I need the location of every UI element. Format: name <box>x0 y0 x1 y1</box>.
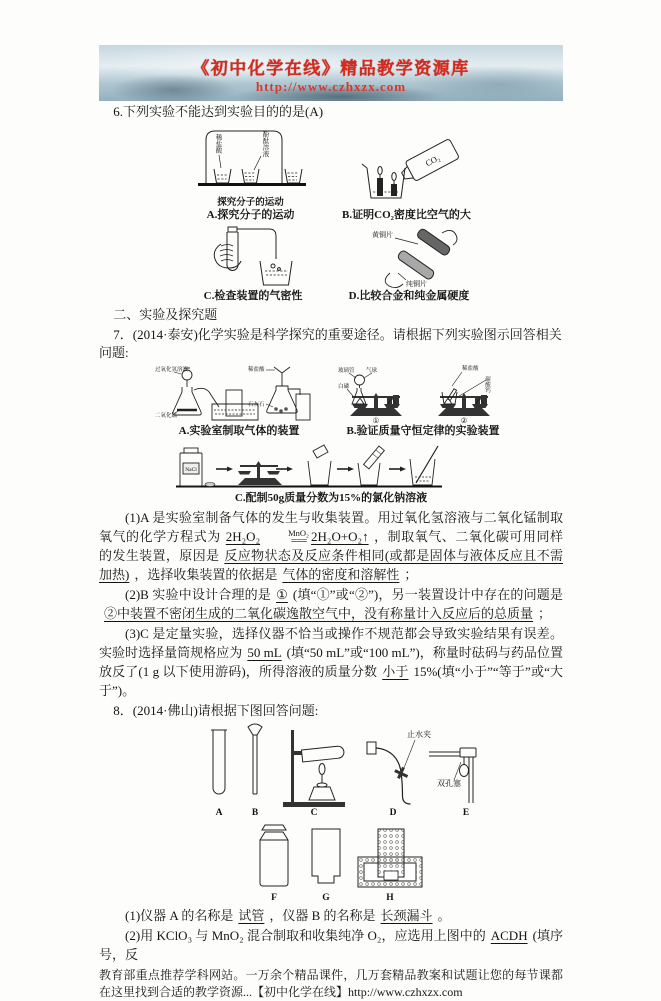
answer-blank-problem: ②中装置不密闭生成的二氧化碳逸散空气中，没有称量计入反应后的总质量 <box>104 606 534 621</box>
section-title: 二、实验及探究题 <box>113 307 218 322</box>
q7-part1-text <box>99 508 563 584</box>
q6-option-d-caption: D.比较合金和纯金属硬度 <box>348 290 470 302</box>
answer-blank-selection: ACDH <box>490 928 528 943</box>
q7-p2-t3: ； <box>538 606 552 621</box>
mno2-label: 二氧化锰 <box>155 413 178 419</box>
letter-e: E <box>462 808 470 818</box>
answer-blank-instrument-b: 长颈漏斗 <box>380 908 433 923</box>
q7-p1-t4: ； <box>404 567 418 582</box>
q7-figures-row1 <box>99 364 563 438</box>
q7-p3-t2: (填“50 mL”或“100 mL”)，称量时砝码与药品位置放反了(1 g 以下使用游码)，所得溶液的质量分数 <box>99 645 563 679</box>
q8-part1-text <box>99 906 563 925</box>
q7-figure-a-caption: A.实验室制取气体的装置 <box>178 425 300 437</box>
collection-vessels-diagram <box>226 821 436 903</box>
airtightness-check-diagram <box>188 225 318 289</box>
white-phosphorus-label: 白磷 <box>338 384 350 390</box>
q7-p2-t2: (填“①”或“②”)，另一装置设计中存在的问题是 <box>292 587 563 602</box>
q7-figure-b-caption: B.验证质量守恒定律的实验装置 <box>346 425 500 437</box>
q7-p1-t1: (1)A 是实验室制备气体的发生与收集装置。用过氧化氢溶液与二氧化锰制取氧气的化学方程式为 <box>99 510 563 544</box>
solution-preparation-diagram <box>172 441 490 491</box>
mass-conservation-diagram <box>338 364 508 424</box>
q6-figures-row2 <box>99 225 563 303</box>
limestone-label: 石灰石 <box>248 402 265 408</box>
equals-sign: === <box>290 535 307 547</box>
h2o2-label: 过氧化氢溶液 <box>155 367 189 373</box>
brass-strip-label: 黄铜片 <box>372 231 393 239</box>
q6-option-a-figure <box>188 123 313 222</box>
q8-stem: 8．(2014·佛山)请根据下图回答问题: <box>113 703 319 718</box>
q7-part2-text <box>99 585 563 623</box>
footer-url: http://www.czhxzx.com <box>348 985 463 999</box>
molecule-motion-diagram <box>188 123 313 199</box>
q7-p1-t2: ，制取氧气、二氧化碳可用同样的发生装置，原因是 <box>99 529 563 563</box>
hardness-compare-diagram <box>344 225 474 289</box>
answer-blank-cylinder: 50 mL <box>247 645 282 660</box>
q8-p1-t2: ，仪器 B 的名称是 <box>269 908 376 923</box>
footer-text <box>99 967 563 1001</box>
answer-blank-basis: 气体的密度和溶解性 <box>282 567 400 582</box>
page <box>99 45 563 1001</box>
chem-equation <box>221 528 374 547</box>
balloon-label: 气球 <box>366 368 378 374</box>
two-hole-stopper-label: 双孔塞 <box>437 779 461 788</box>
gas-generation-apparatus-diagram <box>154 364 324 424</box>
letter-g: G <box>322 893 330 903</box>
q6-option-a-subcaption: 探究分子的运动 <box>217 198 284 208</box>
phenolphthalein-label: 酚酞溶液 <box>261 131 269 157</box>
caco3-label: 碳酸钙 <box>484 376 490 393</box>
letter-d: D <box>389 808 397 818</box>
equation-condition <box>262 529 309 546</box>
site-banner-url: http://www.czhxzx.com <box>255 79 407 94</box>
q7-figure-c <box>172 441 490 505</box>
answer-blank-choice: ① <box>276 587 288 602</box>
letter-a: A <box>215 808 223 818</box>
glass-tube-label: 玻璃管 <box>338 368 355 374</box>
q7-p3-t3: 15%(填“小于”“等于”或“大于”)。 <box>99 664 563 698</box>
answer-blank-compare: 小于 <box>382 664 409 679</box>
q7-p2-t1: (2)B 实验中设计合理的是 <box>125 587 272 602</box>
q6-option-b-figure <box>339 132 474 222</box>
q7-part3-text <box>99 624 563 700</box>
copper-strip-label: 纯铜片 <box>406 280 427 288</box>
co2-pour-diagram <box>339 132 474 208</box>
q7-figure-a <box>154 364 324 438</box>
q6-option-b-caption: B.证明CO₂密度比空气的大 <box>342 209 471 221</box>
q6-stem: 6.下列实验不能达到实验目的的是(A) <box>113 104 324 119</box>
q8-p2-t1: (2)用 KClO₃ 与 MnO₂ 混合制取和收集纯净 O₂，应选用上图中的 <box>125 928 486 943</box>
footer-site-name: 【初中化学在线】 <box>252 985 349 999</box>
site-banner <box>99 45 563 101</box>
apparatus-set-diagram <box>161 722 501 818</box>
q6-option-c-figure <box>188 225 318 303</box>
equation-lhs: 2H₂O₂ <box>225 529 261 544</box>
q7-stem: 7．(2014·泰安)化学实验是科学探究的重要途径。请根据下列实验图示回答相关问题: <box>99 327 562 360</box>
q7-p1-t3: ，选择收集装置的依据是 <box>134 567 278 582</box>
pinch-clamp-label: 止水夹 <box>407 730 431 739</box>
equation-rhs: 2H₂O+O₂↑ <box>311 529 369 544</box>
hcl-label: 稀盐酸 <box>248 367 265 373</box>
co2-bottle-label: CO₂ <box>423 152 442 169</box>
letter-f: F <box>271 893 277 903</box>
letter-h: H <box>386 893 394 903</box>
q6-option-a-caption: A.探究分子的运动 <box>206 209 295 221</box>
q8-p1-t3: 。 <box>437 908 451 923</box>
q7-figures-row2 <box>99 441 563 505</box>
q8-figures-row2 <box>99 821 563 903</box>
q8-p1-t1: (1)仪器 A 的名称是 <box>125 908 234 923</box>
setup-1-number: ① <box>372 416 380 424</box>
q6-option-d-figure <box>344 225 474 303</box>
letter-c: C <box>310 808 318 818</box>
q7-figure-c-caption: C.配制50g质量分数为15%的氯化钠溶液 <box>234 492 428 504</box>
dilute-hcl-label: 稀盐酸 <box>214 134 222 154</box>
q6-figures-row1 <box>99 123 563 222</box>
q6-option-c-caption: C.检查装置的气密性 <box>203 290 303 302</box>
site-banner-title: 《初中化学在线》精品教学资源库 <box>192 59 470 78</box>
q8-part2-text <box>99 926 563 964</box>
footer-promo: 教育部重点推荐学科网站。一万余个精品课件，几万套精品教案和试题让您的每节课都在这里找到合适的教学资源... <box>99 968 563 999</box>
q7-p3-t1: (3)C 是定量实验，选择仪器不恰当或操作不规范都会导致实验结果有误差。实验时选择量筒规格应为 <box>99 626 563 660</box>
answer-blank-instrument-a: 试管 <box>238 908 265 923</box>
q8-figures-row1 <box>99 722 563 818</box>
hcl-label-2: 稀盐酸 <box>462 366 479 372</box>
nacl-bottle-label: NaCl <box>185 467 197 473</box>
q7-figure-b <box>338 364 508 438</box>
letter-b: B <box>251 808 259 818</box>
q8-p2-t2: (填序号，反 <box>99 928 563 962</box>
answer-blank-reason: 反应物状态及反应条件相同(或都是固体与液体反应且不需加热) <box>99 548 563 582</box>
setup-2-number: ② <box>460 416 468 424</box>
catalyst-label: MnO₂ <box>288 528 310 538</box>
